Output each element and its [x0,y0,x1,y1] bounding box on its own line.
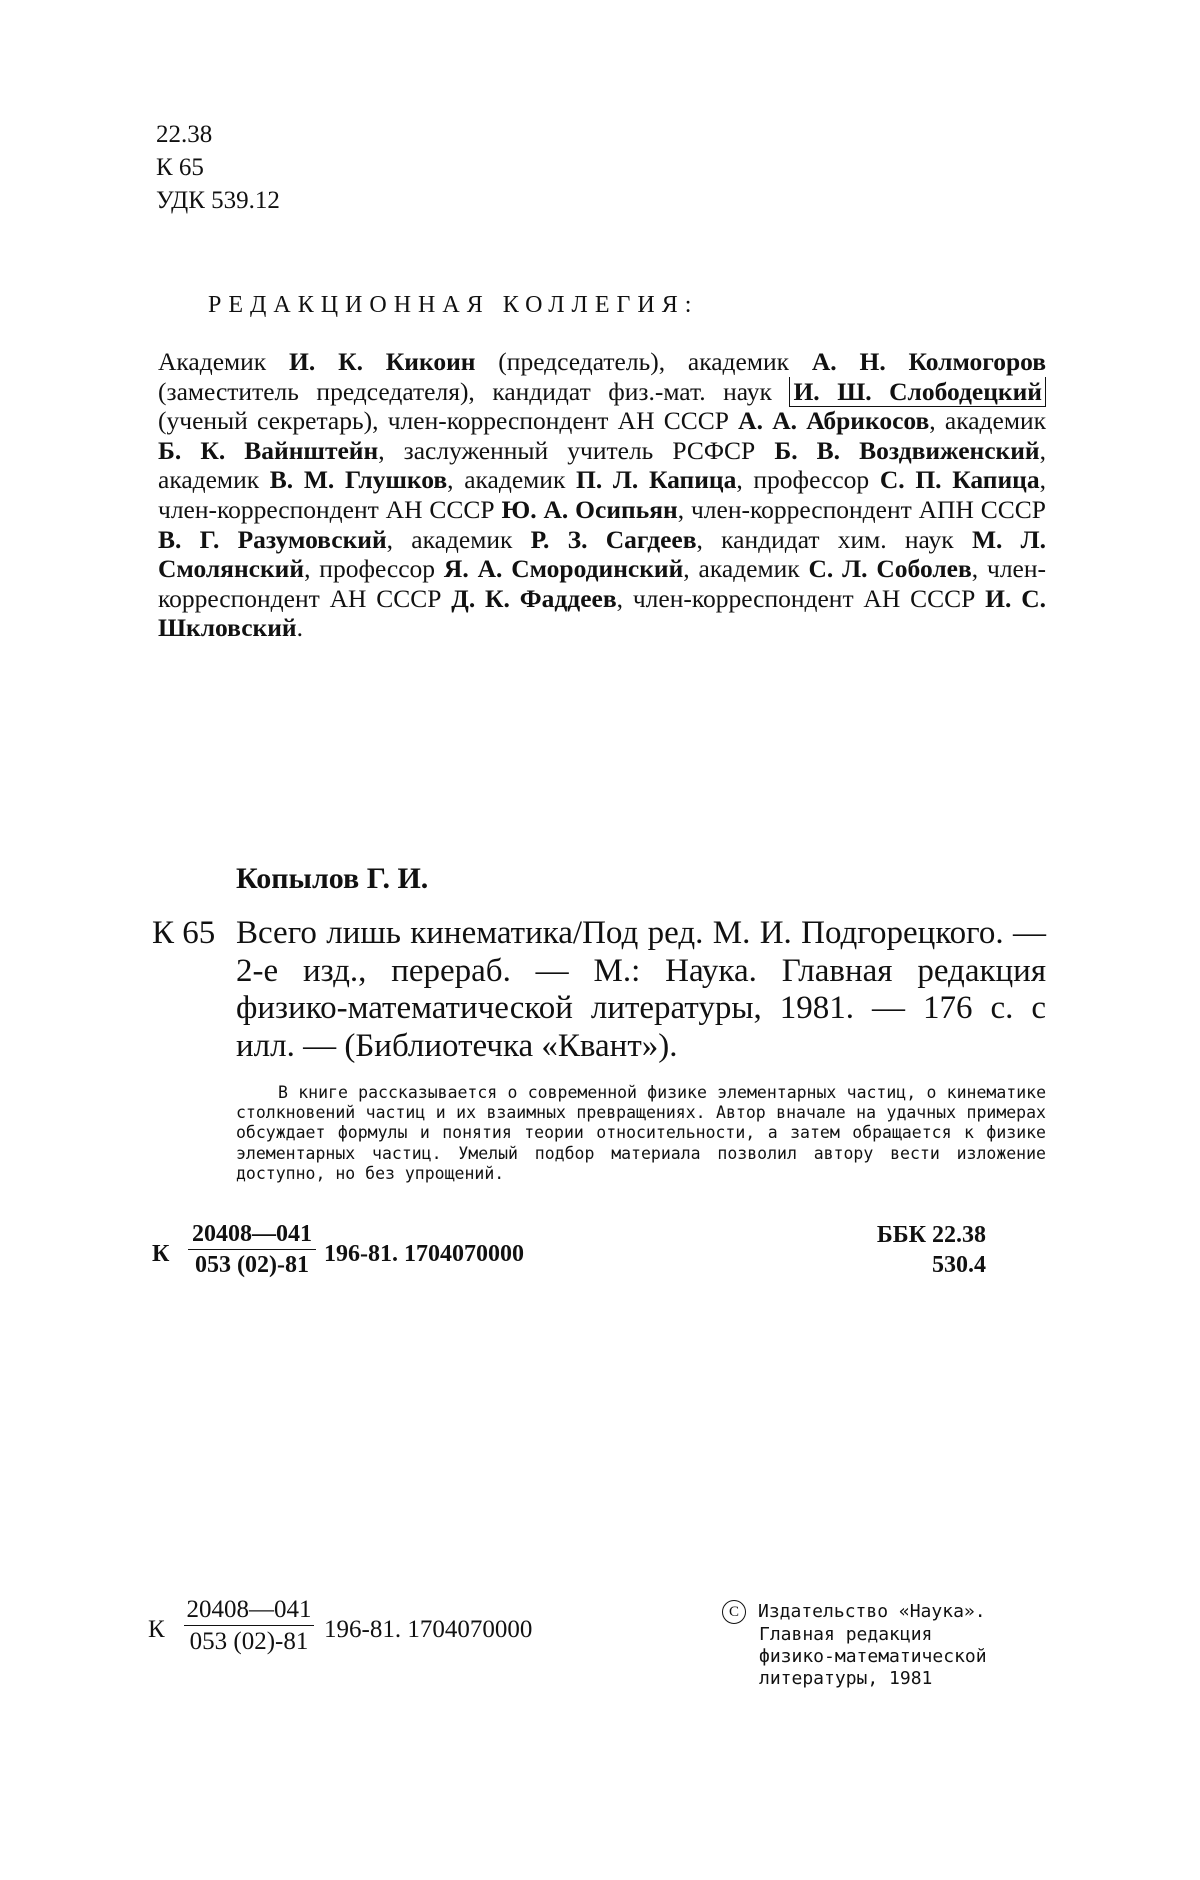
catalog-k-letter: К [148,1616,165,1643]
board-text-segment: (ученый секретарь), член-корреспондент АН СССР [158,406,739,436]
bbk-block [848,1220,986,1280]
board-member-name: М. Л. Смолянский [158,524,1046,584]
board-member-name: И. С. Шкловский [158,583,1046,643]
publisher-name: Издательство «Наука». [758,1601,986,1622]
book-author-code: К 65 [152,915,216,951]
board-member-name: Я. А. Смородинский [443,554,684,584]
board-member-name: Б. К. Вайнштейн [158,435,379,465]
board-member-name: А. А. Абрикосов [738,406,930,436]
catalog-number: 196-81. 1704070000 [324,1616,533,1643]
catalog-number: 196-81. 1704070000 [324,1241,524,1267]
bbk-code: ББК 22.38 [876,1222,986,1248]
catalog-denominator: 053 (02)-81 [189,1628,309,1655]
copyright-notice [722,1600,987,1690]
board-member-name: С. П. Капица [879,465,1040,495]
catalog-numerator: 20408—041 [188,1220,316,1250]
board-text-segment: . [296,613,303,643]
board-text-segment: , профессор [304,554,444,584]
board-text-segment: , кандидат хим. наук [696,524,972,554]
board-member-name: С. Л. Соболев [808,554,972,584]
board-text-segment: , член-корреспондент АПН СССР [677,494,1046,524]
board-text-segment: Академик [158,347,290,376]
copyright-line: Главная редакция [759,1624,933,1645]
copyright-icon: C [722,1600,746,1624]
board-text-segment: , профессор [736,465,880,495]
board-member-name: Д. К. Фаддеев [451,583,617,613]
catalog-denominator: 053 (02)-81 [195,1252,309,1278]
board-text-segment: , академик [447,465,577,495]
editorial-board-heading: РЕДАКЦИОННАЯ КОЛЛЕГИЯ: [208,292,699,318]
catalog-fraction [188,1220,316,1279]
bibliographic-description: Всего лишь кинематика/Под ред. М. И. Подгорецкого. — 2-е изд., перераб. — М.: Наука. Главная редакция физико-математической литературы, 1981. — 176 с. с илл. — (Библиотечка «Квант»). [236,915,1046,1064]
board-text-segment: (председатель), академик [475,347,812,376]
board-member-name: Б. В. Воздвиженский [774,435,1040,465]
board-member-name: В. М. Глушков [269,465,448,495]
board-member-name: П. Л. Капица [576,465,737,495]
bbk-subcode: 530.4 [932,1252,986,1278]
board-member-name: Ю. А. Осипьян [501,494,678,524]
editorial-board-members [158,347,1046,643]
board-member-name-boxed: И. Ш. Слободецкий [789,377,1046,407]
board-text-segment: , заслуженный учитель РСФСР [378,435,775,465]
board-member-name: Р. З. Сагдеев [530,524,697,554]
board-text-segment: , член-корреспондент АН СССР [158,465,1046,524]
classifier-codes [156,118,280,217]
board-text-segment: , академик [386,524,531,554]
board-text-segment: , академик [158,435,1046,495]
board-text-segment: , академик [683,554,809,584]
board-member-name: А. Н. Колмогоров [811,347,1047,376]
board-member-name: В. Г. Разумовский [158,524,387,554]
board-text-segment: , член-корреспондент АН СССР [616,583,986,613]
udk-index: УДК 539.12 [156,187,280,214]
copyright-line [722,1600,987,1624]
catalog-numerator: 20408—041 [184,1595,314,1626]
board-text-segment: , член-корреспондент АН СССР [158,554,1047,613]
board-member-name: И. К. Кикоин [289,347,476,376]
catalog-k-letter: К [152,1241,170,1267]
author-code: К 65 [156,154,204,181]
board-text-segment: , академик [929,406,1046,436]
bbk-index: 22.38 [156,121,213,148]
copyright-line: литературы, 1981 [759,1668,933,1689]
book-annotation: В книге рассказывается о современной физике элементарных частиц, о кинематике столкновений частиц и их взаимных превращениях. Автор вначале на удачных примерах обсуждает формулы и понятия теории относительности, а затем обращается к физике элементарных частиц. Умелый подбор материала позволил автору вести изложение доступно, но без упрощений. [236,1083,1046,1183]
copyright-line: физико-математической [759,1646,987,1667]
board-text-segment: (заместитель председателя), кандидат физ.-мат. наук [158,376,790,406]
catalog-fraction [184,1595,314,1656]
book-author: Копылов Г. И. [236,862,429,895]
